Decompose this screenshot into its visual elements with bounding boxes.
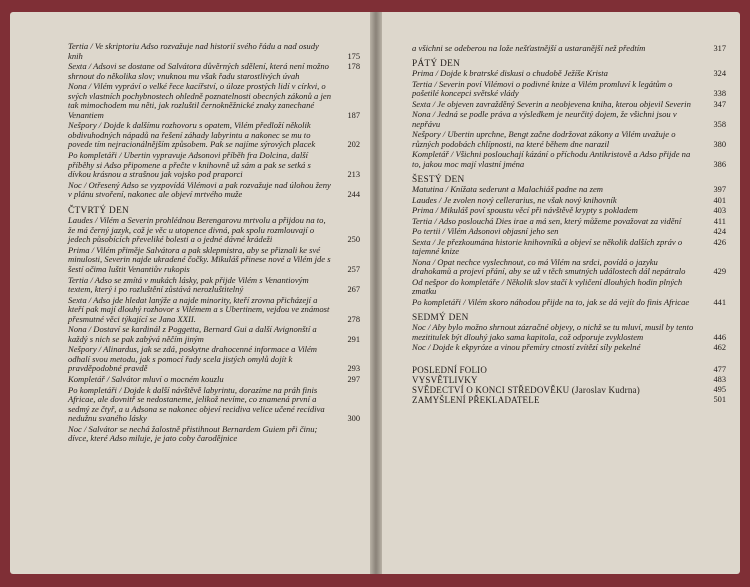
- entry-text: Sexta / Adsovi se dostane od Salvátora důvěrných sdělení, která není možno shrnout do několika slov; vnuknou mu však řadu starostlivých úvah: [68, 61, 329, 81]
- day-heading: ŠESTÝ DEN: [412, 174, 465, 185]
- entry-text: Po tertii / Vilém Adsonovi objasní jeho sen: [412, 226, 559, 237]
- entry-page: 403: [713, 206, 726, 216]
- entry-page: 358: [713, 119, 726, 129]
- toc-entry: [68, 345, 360, 374]
- entry-page: 347: [713, 99, 726, 109]
- toc-entry: [412, 130, 726, 149]
- entry-page: 187: [347, 110, 360, 120]
- entry-text: Nona / Dostaví se kardinál z Poggetta, Bernard Gui a další Avignonští a každý s nich se pak zabývá něčím jiným: [68, 324, 317, 344]
- entry-page: 257: [347, 264, 360, 274]
- entry-page: 291: [347, 334, 360, 344]
- toc-entry: [412, 298, 726, 308]
- toc-entry: [412, 323, 726, 342]
- day-heading: PÁTÝ DEN: [412, 58, 461, 69]
- toc-entry: [412, 217, 726, 227]
- entry-text: Noc / Otřesený Adso se vyzpovídá Vilémovi a pak rozvažuje nad úlohou ženy v plánu stvoření, nakonec ale objeví mrtvého muže: [68, 179, 331, 200]
- toc-entry: [68, 296, 360, 325]
- entry-text: Po kompletáři / Vilém skoro náhodou přijde na to, jak se dá vejít do finis Africae: [412, 297, 690, 308]
- toc-entry: [412, 44, 726, 54]
- toc-entry: [68, 246, 360, 275]
- entry-page: 441: [713, 298, 726, 308]
- toc-entry: [412, 100, 726, 110]
- toc-entry: [412, 238, 726, 257]
- entry-text: Sexta / Adso jde hledat lanýže a najde minority, kteří zrovna přicházejí a kteří pak mají dlouhý rozhovor s Vilémem a s Ubertinem, vejdou ve známost přesmutné věci týkající se Jana XXII.: [68, 294, 330, 324]
- entry-page: 380: [713, 139, 726, 149]
- entry-page: 175: [347, 51, 360, 61]
- entry-text: Noc / Aby bylo možno shrnout zázračné objevy, o nichž se tu mluví, musil by tento mezititulek být dlouhý jako sama kapitola, což odporuje zvyklostem: [412, 322, 694, 342]
- entry-page: 250: [347, 235, 360, 245]
- entry-page: 293: [347, 364, 360, 374]
- entry-text: Tertia / Ve skriptoriu Adso rozvažuje nad historií svého řádu a nad osudy knih: [68, 41, 319, 61]
- entry-text: a všichni se odeberou na lože nešťastnější a ustaranější než předtím: [412, 43, 646, 53]
- day-heading: SEDMÝ DEN: [412, 312, 469, 323]
- entry-text: Laudes / Vilém a Severin prohlédnou Berengarovu mrtvolu a přijdou na to, že má černý jazyk, což je věc u utopence divná, pak spolu rozmlouvají o jedech působících převeliké bolesti a o jedné dávné krádeži: [68, 215, 326, 245]
- entry-text: Nona / Vilém vypráví o velké řece kacířství, o úloze prostých lidí v církvi, o svých vlastních pochybnostech ohledně poznatelnosti obecných zákonů a jen tak mimochodem mu něti, jak rozluštil černokněžnické znaky zanechané Venantiem: [68, 81, 331, 120]
- toc-entry: [68, 151, 360, 180]
- entry-text: Kompletář / Salvátor mluví o mocném kouzlu: [68, 374, 224, 384]
- toc-entry: [68, 325, 360, 344]
- left-page: [10, 12, 370, 574]
- entry-page: 324: [713, 69, 726, 79]
- entry-page: 202: [347, 140, 360, 150]
- entry-text: VYSVĚTLIVKY: [412, 374, 478, 385]
- entry-text: Tertia / Severin poví Vilémovi o podivné knize a Vilém promluví k legátům o pošetilé koncepci světské vlády: [412, 78, 673, 99]
- entry-page: 297: [347, 375, 360, 384]
- toc-entry: [412, 278, 726, 297]
- entry-page: 424: [713, 227, 726, 237]
- toc-entry: [412, 395, 726, 405]
- toc-left: [68, 42, 360, 445]
- entry-page: 267: [347, 285, 360, 295]
- toc-entry: [68, 425, 360, 444]
- entry-text: Tertia / Adso poslouchá Dies irae a má sen, který můžeme považovat za vidění: [412, 215, 682, 226]
- entry-page: 477: [713, 364, 726, 374]
- entry-text: POSLEDNÍ FOLIO: [412, 364, 488, 375]
- entry-text: Prima / Vilém přiměje Salvátora a pak sklepmistra, aby se přiznali ke své minulosti, Severin najde ukradené čočky. Mikuláš přinese nové a Vilém jde s šestí očima luštit Venantiův rukopis: [68, 244, 331, 274]
- toc-entry: [68, 181, 360, 200]
- entry-text: Nešpory / Ubertin uprchne, Bengt začne dodržovat zákony a Vilém uvažuje o různých podobách chlípnosti, na které během dne narazil: [412, 129, 676, 149]
- back-matter: [412, 365, 726, 405]
- entry-page: 495: [713, 384, 726, 394]
- toc-entry: [68, 375, 360, 385]
- toc-entry: [412, 110, 726, 129]
- toc-entry: [68, 62, 360, 81]
- toc-right: [412, 44, 726, 405]
- toc-entry: [412, 185, 726, 195]
- entry-page: 462: [713, 343, 726, 353]
- book-gutter: [370, 12, 382, 574]
- entry-page: 446: [713, 332, 726, 342]
- entry-page: 429: [713, 267, 726, 277]
- entry-text: Od nešpor do kompletáře / Několik slov stačí k vyličení dlouhých hodin plných zmatku: [412, 276, 683, 297]
- toc-entry: [412, 385, 726, 395]
- toc-entry: [68, 276, 360, 295]
- toc-entry: [412, 69, 726, 79]
- entry-page: 401: [713, 195, 726, 205]
- entry-text: Noc / Salvátor se nechá žalostně přistihnout Bernardem Guiem při činu; dívce, které Adso miluje, je jato coby čarodějnice: [68, 423, 318, 444]
- entry-text: ZAMYŠLENÍ PŘEKLADATELE: [412, 394, 540, 405]
- entry-page: 426: [713, 237, 726, 247]
- entry-text: Nešpory / Dojde k dalšímu rozhovoru s opatem, Vilém předloží několik obdivuhodných nápadů na řešení záhady labyrintu a nakonec se mu to povede tím nejracionálnějším způsobem. Pak se najíme sýrových placek: [68, 120, 316, 150]
- toc-entry: [412, 150, 726, 169]
- entry-page: 483: [713, 374, 726, 384]
- entry-text: Po kompletáři / Dojde k další návštěvě labyrintu, dorazíme na práh finis Africae, ale dovnitř se nedostaneme, jelikož nevíme, co znamená první a sedmý ze čtyř, a u Adsona se nakonec objeví recidiva velice učené recidiva nedužnu svaného lásky: [68, 384, 325, 424]
- toc-entry: [412, 258, 726, 277]
- right-page: [382, 12, 740, 574]
- entry-text: Prima / Mikuláš poví spoustu věcí při návštěvě krypty s pokladem: [412, 205, 638, 216]
- entry-text: Nona / Opat nechce vyslechnout, co má Vilém na srdci, povídá o jazyku drahokamů a projeví přání, aby se už v těch smutných událostech dál nepátralo: [412, 256, 686, 277]
- entry-page: 178: [347, 62, 360, 72]
- entry-page: 338: [713, 89, 726, 99]
- entry-text: Po kompletáři / Ubertin vypravuje Adsonovi příběh fra Dolcina, další příběhy si Adso připomene a přečte v knihovně už sám a pak se setká s dívkou krásnou a strašnou jak vojsko pod praporci: [68, 150, 311, 180]
- entry-page: 300: [347, 414, 360, 424]
- entry-text: Tertia / Adso se zmítá v mukách lásky, pak přijde Vilém s Venantiovým textem, který i po rozluštění zůstává nerozluštitelný: [68, 274, 309, 295]
- entry-page: 501: [713, 394, 726, 404]
- entry-page: 411: [713, 216, 726, 226]
- entry-text: Sexta / Je objeven zavražděný Severin a neobjevena kniha, kterou objevil Severin: [412, 98, 691, 109]
- entry-page: 213: [347, 170, 360, 180]
- toc-entry: [412, 80, 726, 99]
- toc-entry: [412, 365, 726, 375]
- toc-entry: [68, 216, 360, 245]
- entry-text: Laudes / Je zvolen nový cellerarius, ne však nový knihovník: [412, 194, 617, 205]
- toc-entry: [68, 42, 360, 61]
- toc-entry: [68, 121, 360, 150]
- entry-page: 244: [347, 190, 360, 200]
- entry-text: SVĚDECTVÍ O KONCI STŘEDOVĚKU (Jaroslav Kudrna): [412, 384, 640, 395]
- entry-text: Nona / Jedná se podle práva a výsledkem je neurčitý dojem, že všichni jsou v nepřávu: [412, 109, 677, 129]
- entry-page: 397: [713, 185, 726, 195]
- entry-text: Kompletář / Všichni poslouchají kázání o příchodu Antikristově a Adso přijde na to, jakou moc mají vlastní jména: [412, 149, 691, 169]
- toc-entry: [412, 227, 726, 237]
- toc-entry: [412, 206, 726, 216]
- entry-page: 317: [713, 44, 726, 53]
- toc-entry: [68, 386, 360, 424]
- toc-entry: [68, 82, 360, 120]
- toc-entry: [412, 343, 726, 353]
- entry-text: Prima / Dojde k bratrské diskusi o chudobě Ježíše Krista: [412, 68, 608, 79]
- entry-text: Sexta / Je přezkoumána historie knihovníků a objeví se několik dalších zpráv o tajemné knize: [412, 236, 683, 257]
- entry-page: 386: [713, 159, 726, 169]
- entry-page: 278: [347, 314, 360, 324]
- entry-text: Matutina / Knížata sederunt a Malachiáš padne na zem: [412, 184, 603, 195]
- day-heading: ČTVRTÝ DEN: [68, 205, 130, 216]
- toc-entry: [412, 375, 726, 385]
- entry-text: Nešpory / Alinardus, jak se zdá, poskytne drahocenné informace a Vilém odhalí svou metodu, jak s pomocí řady scela jistých omylů dojít k pravděpodobné pravdě: [68, 344, 318, 374]
- entry-text: Noc / Dojde k ekpyróze a vinou přemíry ctností zvítězí síly pekelné: [412, 342, 641, 353]
- toc-entry: [412, 196, 726, 206]
